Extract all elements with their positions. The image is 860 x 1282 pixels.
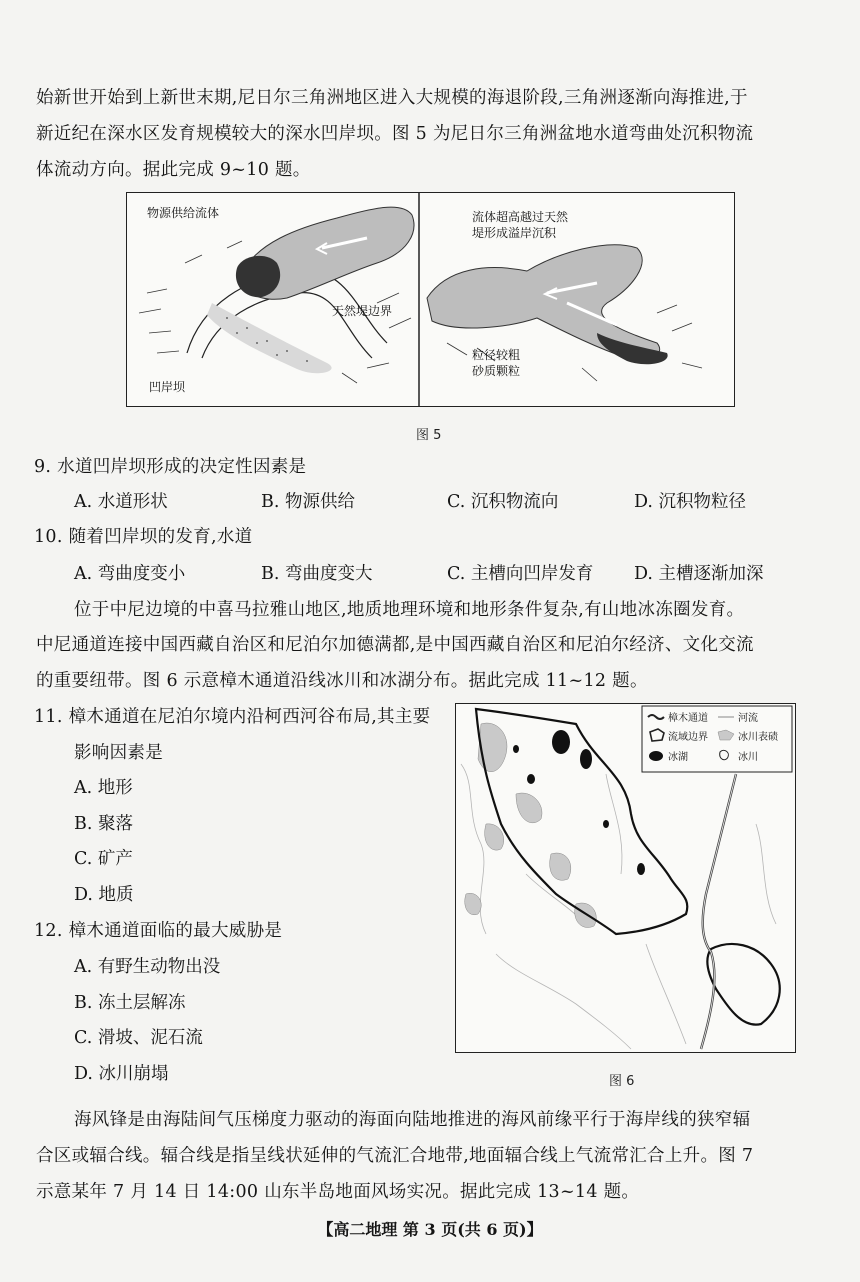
legend-road: 樟木通道 (668, 713, 708, 724)
q12-option-d[interactable]: D. 冰川崩塌 (74, 1064, 169, 1084)
q10-option-c[interactable]: C. 主槽向凹岸发育 (447, 564, 594, 584)
para3-line-2: 合区或辐合线。辐合线是指呈线状延伸的气流汇合地带,地面辐合线上气流常汇合上升。图 7 (36, 1146, 754, 1166)
q11-option-a[interactable]: A. 地形 (74, 778, 133, 798)
figure-6 (455, 703, 796, 1053)
label-grain-2: 砂质颗粒 (472, 364, 521, 378)
legend-glacial-lake: 冰湖 (668, 752, 688, 763)
figure-6-caption: 图 6 (609, 1074, 635, 1089)
label-overflow-1: 流体超高越过天然 (472, 210, 569, 224)
q9-option-b[interactable]: B. 物源供给 (261, 492, 355, 512)
figure-5-diagram (127, 193, 734, 406)
legend-basin-boundary: 流域边界 (668, 732, 708, 743)
q11-option-c[interactable]: C. 矿产 (74, 849, 133, 869)
question-11-stem-2: 影响因素是 (74, 743, 163, 763)
page-footer: 【高二地理 第 3 页(共 6 页)】 (317, 1220, 543, 1239)
figure-5 (126, 192, 735, 407)
q11-option-b[interactable]: B. 聚落 (74, 814, 133, 834)
figure-6-map (456, 704, 795, 1052)
para3-line-1: 海风锋是由海陆间气压梯度力驱动的海面向陆地推进的海风前缘平行于海岸线的狭窄辐 (74, 1110, 751, 1130)
q11-option-d[interactable]: D. 地质 (74, 885, 134, 905)
para2-line-1: 位于中尼边境的中喜马拉雅山地区,地质地理环境和地形条件复杂,有山地冰冻圈发育。 (74, 600, 745, 620)
q10-option-b[interactable]: B. 弯曲度变大 (261, 564, 373, 584)
q10-option-d[interactable]: D. 主槽逐渐加深 (634, 564, 764, 584)
q9-option-d[interactable]: D. 沉积物粒径 (634, 492, 747, 512)
q12-option-c[interactable]: C. 滑坡、泥石流 (74, 1028, 203, 1048)
label-supply: 物源供给流体 (147, 206, 220, 220)
question-10-stem: 10. 随着凹岸坝的发育,水道 (34, 527, 253, 547)
question-9-stem: 9. 水道凹岸坝形成的决定性因素是 (34, 457, 307, 477)
label-grain-1: 粒径较粗 (472, 348, 521, 362)
intro-line-3: 体流动方向。据此完成 9~10 题。 (36, 160, 311, 180)
legend-moraine: 冰川表碛 (738, 732, 778, 743)
para2-line-2: 中尼通道连接中国西藏自治区和尼泊尔加德满都,是中国西藏自治区和尼泊尔经济、文化交流 (36, 635, 754, 655)
q9-option-c[interactable]: C. 沉积物流向 (447, 492, 559, 512)
q9-option-a[interactable]: A. 水道形状 (74, 492, 168, 512)
figure-5-caption: 图 5 (416, 428, 442, 443)
legend-glacier: 冰川 (738, 752, 758, 763)
para2-line-3: 的重要纽带。图 6 示意樟木通道沿线冰川和冰湖分布。据此完成 11~12 题。 (36, 671, 648, 691)
legend-river: 河流 (738, 713, 758, 724)
question-12-stem: 12. 樟木通道面临的最大威胁是 (34, 921, 283, 941)
q12-option-a[interactable]: A. 有野生动物出没 (74, 957, 221, 977)
q12-option-b[interactable]: B. 冻土层解冻 (74, 993, 186, 1013)
label-overflow-2: 堤形成溢岸沉积 (472, 226, 557, 240)
para3-line-3: 示意某年 7 月 14 日 14:00 山东半岛地面风场实况。据此完成 13~14 题。 (36, 1182, 640, 1202)
question-11-stem-1: 11. 樟木通道在尼泊尔境内沿柯西河谷布局,其主要 (34, 707, 431, 727)
intro-line-2: 新近纪在深水区发育规模较大的深水凹岸坝。图 5 为尼日尔三角洲盆地水道弯曲处沉积物流 (36, 124, 754, 144)
label-bar: 凹岸坝 (149, 380, 186, 394)
intro-line-1: 始新世开始到上新世末期,尼日尔三角洲地区进入大规模的海退阶段,三角洲逐渐向海推进,于 (36, 88, 748, 108)
q10-option-a[interactable]: A. 弯曲度变小 (74, 564, 186, 584)
label-levee: 天然堤边界 (332, 304, 393, 318)
